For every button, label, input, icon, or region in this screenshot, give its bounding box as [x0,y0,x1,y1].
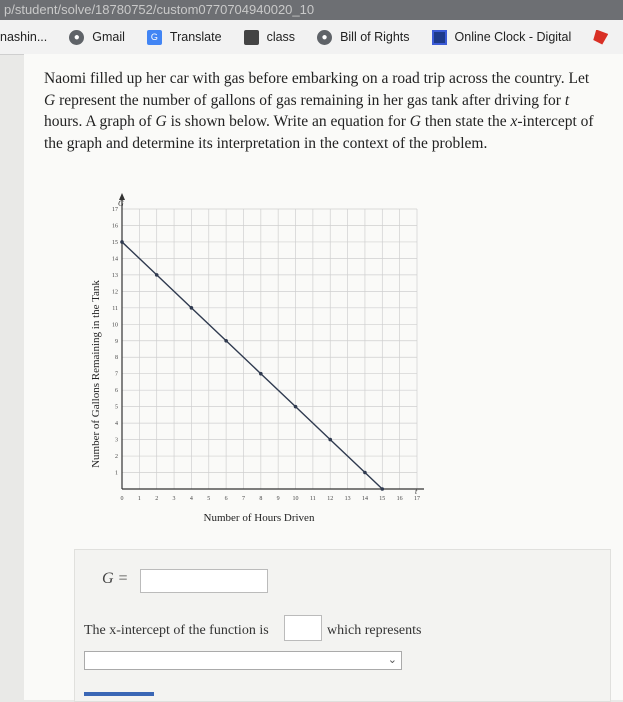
y-tick-label: 6 [115,388,118,395]
y-tick-label: 15 [112,239,118,246]
y-tick-label: 4 [115,421,118,428]
x-axis-variable: t [415,487,418,496]
x-tick-label: 8 [259,496,263,502]
bookmark-label: Gmail [92,30,125,44]
y-tick-label: 12 [112,289,118,296]
bookmark-6[interactable] [593,30,616,45]
question-text: Naomi filled up her car with gas before embarking on a road trip across the country. Let G represent the number of gallons of gas remaining in her gas tank after driving for t hours. A graph of G is shown below. Write an equation for G then state the x-intercept of the graph and determine its interpretation in the context of the problem. [44,70,594,152]
bookmark-label: nashin... [0,30,48,44]
bookmark-label: Online Clock - Digital [454,30,572,44]
x-tick-label: 16 [396,496,403,502]
data-point [259,372,263,376]
bookmark-label: class [266,30,296,44]
x-tick-label: 0 [120,496,124,502]
data-point [363,471,367,475]
x-tick-label: 14 [361,496,368,502]
x-tick-label: 3 [172,496,176,502]
y-tick-label: 8 [115,355,118,362]
url-text: p/student/solve/18780752/custom0770704940020_10 [4,2,315,17]
y-tick-label: 10 [112,322,118,329]
submit-button-partial[interactable] [84,692,154,696]
bookmark-0[interactable] [0,30,47,44]
y-tick-label: 16 [112,223,118,230]
gas-graph [69,184,424,529]
y-tick-label: 11 [112,305,118,312]
x-tick-label: 5 [207,496,211,502]
x-tick-label: 7 [241,496,245,502]
y-tick-label: 9 [115,338,118,345]
translate-icon: G [147,30,162,45]
gallons-line [122,242,382,489]
globe-icon: ● [317,30,332,45]
bookmark-4[interactable] [317,30,409,45]
data-point [155,273,159,277]
chevron-down-icon: ⌄ [387,654,397,666]
g-equals-label: G = [102,570,129,587]
x-tick-label: 15 [379,496,386,502]
bookmark-label: Bill of Rights [340,30,410,44]
y-tick-label: 13 [112,272,118,279]
y-axis-variable: G [118,199,124,208]
y-tick-label: 2 [115,454,118,461]
represents-label: which represents [327,623,422,638]
y-tick-label: 7 [115,371,118,378]
bookmark-label: Translate [169,30,222,44]
answer-panel [74,549,611,702]
bookmarks-bar [0,20,623,55]
x-tick-label: 11 [309,496,316,502]
bookmark-1[interactable] [69,30,125,45]
data-point [328,438,332,442]
bookmark-5[interactable] [432,30,572,45]
data-point [380,487,384,491]
equation-input[interactable] [140,569,268,593]
x-tick-label: 12 [327,496,334,502]
problem-page [24,54,623,700]
y-axis-label: Number of Gallons Remaining in the Tank [90,280,102,468]
y-tick-label: 17 [112,207,118,213]
bookmark-3[interactable] [244,30,295,45]
y-tick-label: 3 [115,437,118,444]
x-tick-label: 17 [414,496,420,502]
x-tick-label: 1 [137,496,141,502]
x-tick-label: 6 [224,496,228,502]
address-bar[interactable] [0,0,623,20]
data-point [224,339,228,343]
y-tick-label: 5 [115,404,118,411]
x-tick-label: 2 [155,496,159,502]
clock-icon [432,30,447,45]
folder-icon [244,30,259,45]
y-tick-label: 1 [115,470,118,477]
data-point [294,405,298,409]
x-axis-label: Number of Hours Driven [203,512,315,524]
x-tick-label: 13 [344,496,351,502]
red-app-icon [593,30,608,45]
bookmark-2[interactable] [147,30,222,45]
x-tick-label: 4 [189,496,193,502]
data-point [120,240,124,244]
x-tick-label: 10 [292,496,299,502]
x-tick-label: 9 [276,496,280,502]
interpretation-dropdown[interactable] [84,651,402,670]
data-point [190,306,194,310]
globe-icon: ● [69,30,84,45]
x-intercept-input[interactable] [284,615,322,641]
y-tick-label: 14 [112,256,118,263]
x-intercept-prompt: The x-intercept of the function is [84,623,269,638]
